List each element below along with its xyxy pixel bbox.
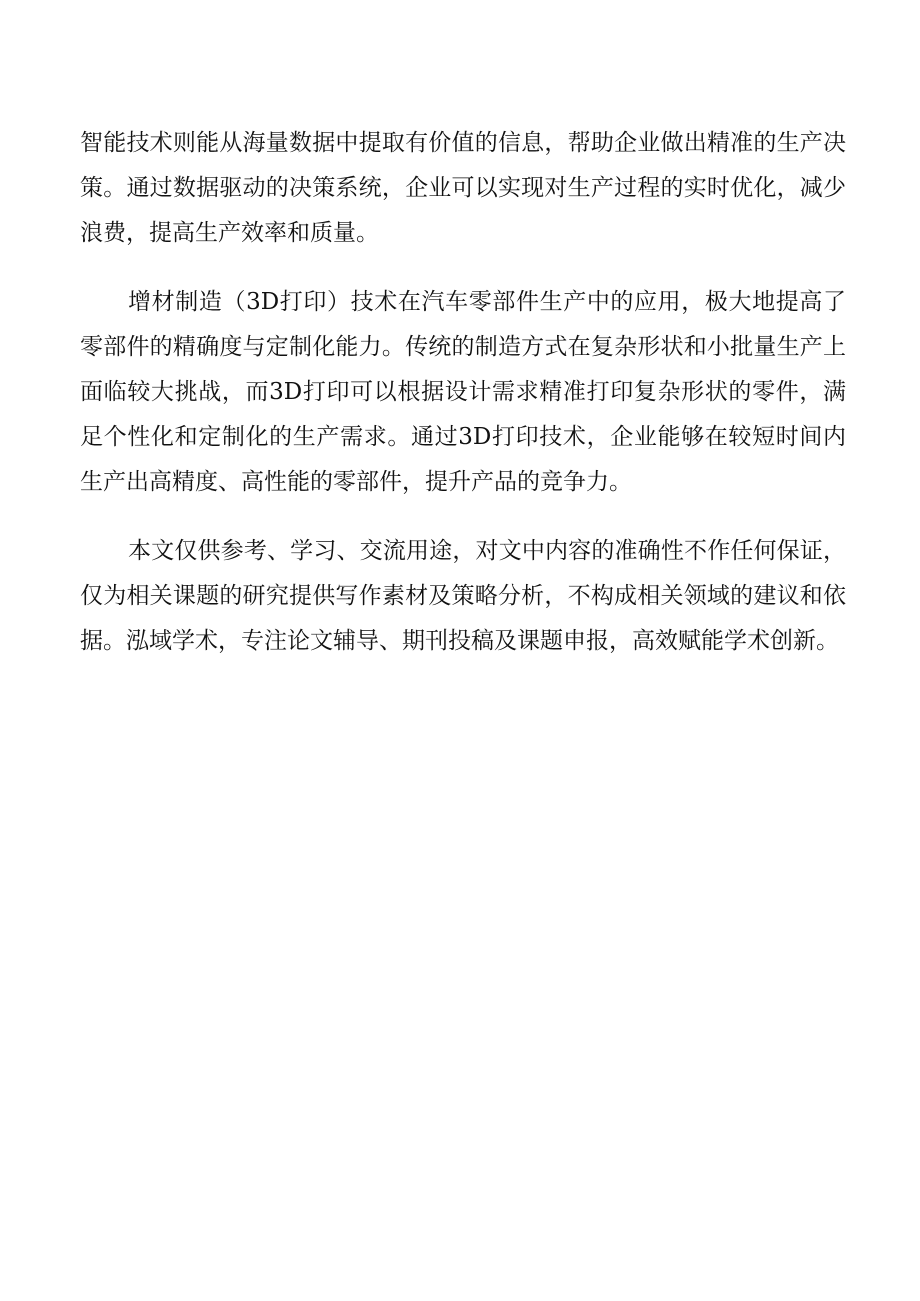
document-body bbox=[80, 121, 846, 688]
paragraph-3d-printing: 增材制造（3D打印）技术在汽车零部件生产中的应用，极大地提高了零部件的精确度与定制化能力。传统的制造方式在复杂形状和小批量生产上面临较大挑战，而3D打印可以根据设计需求精准打印复杂形状的零件，满足个性化和定制化的生产需求。通过3D打印技术，企业能够在较短时间内生产出高精度、高性能的零部件，提升产品的竞争力。 bbox=[80, 289, 846, 495]
paragraph-continuation: 智能技术则能从海量数据中提取有价值的信息，帮助企业做出精准的生产决策。通过数据驱动的决策系统，企业可以实现对生产过程的实时优化，减少浪费，提高生产效率和质量。 bbox=[80, 130, 846, 246]
paragraph-disclaimer: 本文仅供参考、学习、交流用途，对文中内容的准确性不作任何保证，仅为相关课题的研究提供写作素材及策略分析，不构成相关领域的建议和依据。泓域学术，专注论文辅导、期刊投稿及课题申报，高效赋能学术创新。 bbox=[80, 538, 846, 654]
